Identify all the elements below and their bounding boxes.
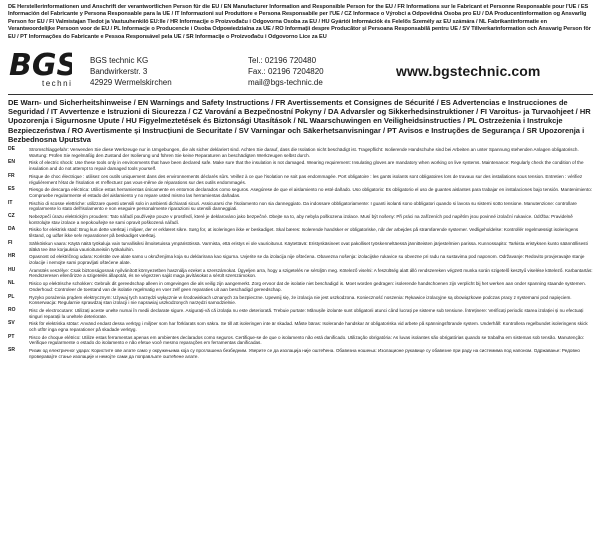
safety-text: Áramütés veszélye: Csak biztonságosnak nyilvánított környezetben használja ezeket a szerszámokat. Ügyeljen arra, hogy a szigetelés ne sérüljön meg. Kötelező viselni: A feszültség alatt álló rendszereken végzett munka során szigetelő kesztyű viselése kötelező. Karbantartás: Rendszeresen ellenőrizze a szigetelés állapotát, és ne végezzen saját maga javításokat a sérült szerszámokon.: [29, 267, 593, 279]
safety-text: Opasnost od električnog udara: Koristite ove alate samo u okruženjima koja su deklarirana kao sigurna. Uvjerite se da izolacija nije oštećena. Obavezna nošenja: izolacijske rukavice su obvezne pri radu na sustavima pod naponom. Održavanje: Redovito provjeravajte stanje izolacije i nemojte sami popravljati oštećene alate.: [29, 254, 585, 265]
language-code: FI: [8, 239, 13, 246]
safety-text: Nebezpečí úrazu elektrickým proudem: Tato nářadí používejte pouze v prostředí, které je deklarováno jako bezpečné. Dbejte na to, aby nebyla poškozena izolace. Musí být nošeny: Při práci na zařízeních pod napětím jsou povinné izolační rukavice. Údržba: Pravidelně kontrolujte stav izolace a nepokoušejte se sami opravit poškozená nářadí.: [29, 214, 573, 225]
safety-text: Risc de electrocutare: Utilizați aceste unelte numai în medii declarate sigure. Asigurați-vă că izolația nu este deteriorată. Trebuie purtate: Mănușile izolante sunt obligatorii atunci când lucrați pe sisteme sub tensiune. Întreținere: Verificați periodic starea izolației și nu efectuați singuri reparații la uneltele deteriorate.: [29, 307, 584, 319]
divider: [8, 94, 593, 95]
language-code: HR: [8, 253, 16, 260]
language-code: RO: [8, 306, 16, 313]
document-sheet: [8, 4, 593, 362]
safety-entry: [8, 281, 593, 292]
safety-entries-list: [8, 147, 593, 359]
safety-text: Risco de choque elétrico: Utilize estas ferramentas apenas em ambientes declarados como seguros. Certifique-se de que o isolamento não está danificado. Utilização obrigatória: As luvas isolantes são obrigatórias quando se trabalha em sistemas sob tensão. Manutenção: Verifique regularmente o estado do isolamento e não efetue você mesmo reparações em ferramentas danificadas.: [29, 334, 585, 346]
phone-number: Tel.: 02196 720480: [248, 56, 317, 66]
contact-details: [248, 55, 324, 88]
company-address: [90, 55, 172, 88]
language-code: SV: [8, 320, 15, 327]
safety-entry: [8, 241, 593, 252]
safety-text: Rischio di scosse elettriche: utilizzare questi utensili solo in ambienti dichiarati sicuri. Assicurarsi che l'isolamento non sia danneggiato. Da indossare obbligatoriamente: I guanti isolanti sono obbligatori quando si lavora su sistemi sotto tensione. Manutenzione: controllare regolarmente lo stato dell'isolamento e non eseguire personalmente riparazioni su utensili danneggiati.: [29, 200, 577, 212]
safety-text: Risico op elektrische schokken: Gebruik dit gereedschap alleen in omgevingen die als veilig zijn aangemerkt. Zorg ervoor dat de isolatie niet beschadigd is. Moet worden gedragen: isolerende handschoenen zijn verplicht bij het werken aan onder spanning staande systemen. Onderhoud: Controleer de toestand van de isolatie regelmatig en voer zelf geen reparaties uit aan beschadigd gereedschap.: [29, 281, 586, 292]
safety-entry: [8, 348, 593, 359]
language-code: CZ: [8, 213, 15, 220]
language-code: NL: [8, 280, 15, 287]
language-code: ES: [8, 186, 15, 193]
bgs-technic-logo: [8, 46, 72, 88]
safety-text: Ризик од електричног удара: Користите ове алате само у окружењима која су проглашена безбедним. Уверите се да изолација није оштећена. Обавезна ношења: Изолационе рукавице су обавезне при раду на системима под напоном. Одржавање: Редовно проверавајте стање изолације и немојте сами да поправљате оштећене алате.: [29, 348, 580, 359]
safety-entry: [8, 147, 593, 158]
safety-entry: [8, 227, 593, 238]
safety-entry: [8, 335, 593, 346]
language-code: SR: [8, 347, 15, 354]
safety-entry: [8, 174, 593, 185]
safety-text: Sähköiskun vaara: Käytä näitä työkaluja vain turvallisiksi ilmoitetuissa ympäristöissä. Varmista, että eristys ei ole vaurioitunut. Käytettävä: Eristyskäsineet ovat pakolliset työskenneltäessä jännitteisten järjestelmien parissa. Kunnossapito: Tarkista eristyksen kunto säännöllisesti äläkä tee itse korjauksia vaurioituneisiin työkaluihin.: [29, 240, 588, 252]
safety-text: Stromschlaggefahr: Verwenden Sie diese Werkzeuge nur in Umgebungen, die als sicher deklariert sind. Achten Sie darauf, dass die Isolation nicht beschädigt ist. Tragepflicht: Isolierende Handschuhe sind bei Arbeiten an unter Spannung stehenden Anlagen obligatorisch. Wartung: Prüfen Sie regelmäßig den Zustand der Isolierung und führen Sie keine Reparaturen an beschädigten Werkzeugen selbst durch.: [29, 147, 579, 158]
fax-number: Fax.: 02196 7204820: [248, 67, 324, 77]
language-code: IT: [8, 199, 13, 206]
safety-entry: [8, 268, 593, 279]
safety-entry: [8, 160, 593, 171]
safety-entry: [8, 295, 593, 306]
bgs-logo-graphic: [8, 46, 72, 88]
safety-entry: [8, 321, 593, 332]
safety-entry: [8, 201, 593, 212]
company-name: BGS technic KG: [90, 56, 149, 66]
bgs-logo-letters: BGS: [9, 48, 72, 84]
language-code: DE: [8, 146, 15, 153]
language-code: HU: [8, 266, 16, 273]
safety-text: Riesgo de descarga eléctrica: Utilice estas herramientas únicamente en entornos declarados como seguros. Asegúrese de que el aislamiento no esté dañado. Uso obligatorio: Es obligatorio el uso de guantes aislantes para trabajar en instalaciones bajo tensión. Mantenimiento: Compruebe regularmente el estado del aislamiento y no repare usted mismo las herramientas dañadas.: [29, 187, 593, 198]
safety-entry: [8, 308, 593, 319]
website-url: www.bgstechnic.com: [396, 63, 541, 80]
language-code: PT: [8, 333, 15, 340]
brand-bar: [8, 44, 593, 94]
language-code: DA: [8, 226, 16, 233]
safety-text: Risk för elektriska stötar: Använd endast dessa verktyg i miljöer som har förklarats som säkra. Se till att isoleringen inte är skadad. Måste bäras: Isolerande handskar är obligatoriska vid arbete på spänningsförande system. Underhåll: Kontrollera regelbundet isoleringens skick och utför inga egna reparationer på skadade verktyg.: [29, 321, 588, 332]
safety-instructions-header: DE Warn- und Sicherheitshinweise / EN Warnings and Safety Instructions / FR Avertissements et Consignes de Sécurité / ES Advertencias e Instrucciones de Seguridad / IT Avvertenze e Istruzioni di Sicurezza / CZ Varování a Bezpečnostní Pokyny / DA Advarsler og Sikkerhedsinstruktioner / FI Varoitus- ja Turvaohjeet / HR Upozorenja i Sigurnosne Upute / HU Figyelmeztetések és Biztonsági Utasítások / NL Waarschuwingen en Veiligheidsinstructies / PL Ostrzeżenia i Instrukcje Bezpieczeństwa / RO Avertismente și Instrucțiuni de Securitate / SV Varningar och Säkerhetsanvisningar / PT Avisos e Instruções de Segurança / SR Upozorenja i Bezbednosna Uputstva: [8, 98, 591, 144]
safety-text: Risiko for elektrisk stød: Brug kun dette værktøj i miljøer, der er erklæret sikre. Sørg for, at isoleringen ikke er beskadiget. Skal bæres: Isolerende handsker er obligatoriske, når der arbejdes på strømførende systemer. Vedligeholdelse: Kontrollér regelmæssigt isoleringens tilstand, og udfør ikke selv reparationer på beskadiget værktøj.: [29, 227, 579, 239]
language-code: PL: [8, 293, 15, 300]
manufacturer-info-header: DE Herstellerinformationen und Anschrift der verantwortlichen Person für die EU / EN Manufacturer Information and Responsible Person for the EU / FR Informations sur le Fabricant et Personne Responsable pour l'UE / ES Información del Fabricante y Persona Responsable para la UE / IT Informazioni sul Produttore e Persona Responsabile per l'UE / CZ Informace o Výrobci a Odpovědná Osoba pro EU / DA Producentinformation og Ansvarlig Person for EU / FI Valmistajan Tiedot ja Vastuuhenkilö EU:lle / HR Informacije o Proizvođaču i Odgovorna Osoba za EU / HU Gyártói Információk és Felelős Személy az EU számára / NL Fabrikantinformatie en Verantwoordelijke Persoon voor de EU / PL Informacje o Producencie i Osoba Odpowiedzialna za UE / RO Informații despre Producător și Persoana Responsabilă pentru UE / SV Tillverkarinformation och Ansvarig Person för EU / PT Informações do Fabricante e Pessoa Responsável pela UE / SR Informacije o Proizvođaču i Odgovorno Lice za EU: [8, 4, 591, 40]
safety-text: Ryzyko porażenia prądem elektrycznym: Używaj tych narzędzi wyłącznie w środowiskach uznanych za bezpieczne. Upewnij się, że izolacja nie jest uszkodzona. Konieczność noszenia: Rękawice izolacyjne są obowiązkowe podczas pracy z systemami pod napięciem. Konserwacja: Regularnie sprawdzaj stan izolacji i nie naprawiaj uszkodzonych narzędzi samodzielnie.: [29, 294, 572, 306]
safety-entry: [8, 214, 593, 225]
email-address: mail@bgs-technic.de: [248, 78, 323, 88]
safety-text: Risk of electric shock: Use these tools only in environments that have been declared safe. Make sure that the insulation is not damaged. Wearing requirement: Insulating gloves are mandatory when working on live systems. Maintenance: Regularly check the condition of the insulation and do not attempt to repair damaged tools yourself.: [29, 160, 584, 172]
street-address: Bandwirkerstr. 3: [90, 67, 148, 77]
postal-city: 42929 Wermelskirchen: [90, 78, 172, 88]
safety-entry: [8, 187, 593, 198]
safety-text: Risque de choc électrique : utilisez ces outils uniquement dans des environnements déclarés sûrs. Veillez à ce que l'isolation ne soit pas endommagée. Port obligatoire : les gants isolants sont obligatoires lors de travaux sur des installations sous tension. Entretien : vérifiez régulièrement l'état de l'isolation et n'effectuez pas vous-même de réparations sur des outils endommagés.: [29, 173, 583, 185]
bgs-logo-subtext: techni: [42, 79, 72, 89]
language-code: EN: [8, 159, 15, 166]
language-code: FR: [8, 172, 15, 179]
safety-entry: [8, 254, 593, 265]
